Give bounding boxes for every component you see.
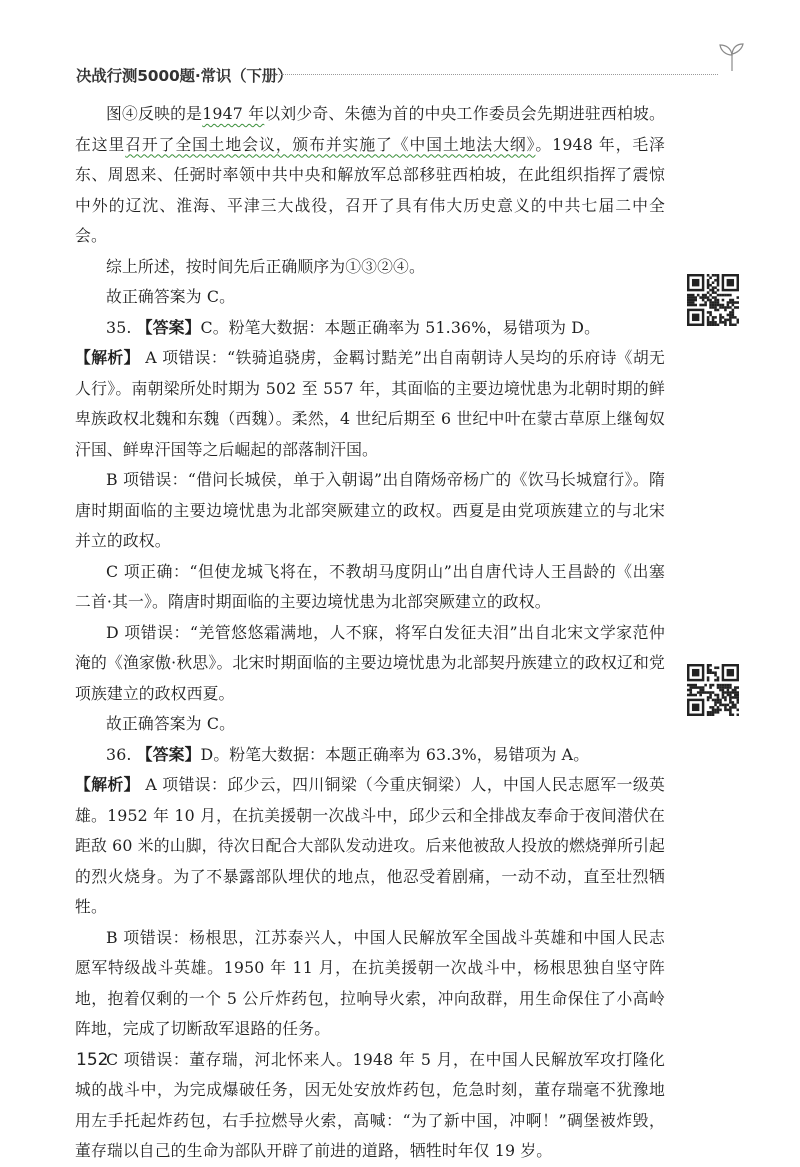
question-36-answer: 36. 【答案】D。粉笔大数据：本题正确率为 63.3%，易错项为 A。 bbox=[106, 744, 590, 764]
question-35-conclusion: 故正确答案为 C。 bbox=[106, 714, 236, 733]
question-35-analysis-b: B 项错误：“借问长城侯，单于入朝谒”出自隋炀帝杨广的《饮马长城窟行》。隋唐时期面临的主要边境忧患为北部突厥建立的政权。西夏是由党项族建立的与北宋并立的政权。 bbox=[75, 470, 665, 550]
header-dotted-rule bbox=[266, 74, 718, 75]
summary-paragraph: 综上所述，按时间先后正确顺序为①③②④。 bbox=[106, 256, 425, 276]
paragraph-west-baipo: 图④反映的是1947 年以刘少奇、朱德为首的中央工作委员会先期进驻西柏坡。在这里召开了全国土地会议，颁布并实施了《中国土地法大纲》。1948 年，毛泽东、周恩来、任弼时率领中共中央和解放军总部移驻西柏坡，在此组织指挥了震惊中外的辽沈、淮海、平津三大战役，召开了具有伟大历史意义的中共七届二中全会。 bbox=[75, 104, 666, 245]
question-36-analysis-b: B 项错误：杨根思，江苏泰兴人，中国人民解放军全国战斗英雄和中国人民志愿军特级战斗英雄。1950 年 11 月，在抗美援朝一次战斗中，杨根思独自坚守阵地，抱着仅剩的一个 5 公斤炸药包，拉响导火索，冲向敌群，用生命保住了小高岭阵地，完成了切断敌军退路的任务。 bbox=[75, 927, 665, 1038]
question-35-analysis-d: D 项错误：“羌管悠悠霜满地，人不寐，将军白发征夫泪”出自北宋文学家范仲淹的《渔家傲·秋思》。北宋时期面临的主要边境忧患为北部契丹族建立的政权辽和党项族建立的政权西夏。 bbox=[75, 622, 665, 703]
qr-code-icon[interactable] bbox=[687, 664, 739, 716]
main-text bbox=[75, 99, 665, 1167]
question-36-analysis-c: C 项错误：董存瑞，河北怀来人。1948 年 5 月，在中国人民解放军攻打隆化城的战斗中，为完成爆破任务，因无处安放炸药包，危急时刻，董存瑞毫不犹豫地用左手托起炸药包，右手拉燃导火索，高喊：“为了新中国，冲啊！”碉堡被炸毁，董存瑞以自己的生命为部队开辟了前进的道路，牺牲时年仅 19 岁。 bbox=[75, 1049, 665, 1160]
answer-line: 故正确答案为 C。 bbox=[106, 287, 236, 306]
qr-code-icon[interactable] bbox=[687, 274, 739, 326]
question-36-analysis-a: 【解析】 A 项错误：邱少云，四川铜梁（今重庆铜梁）人，中国人民志愿军一级英雄。1952 年 10 月，在抗美援朝一次战斗中，邱少云和全排战友奉命于夜间潜伏在距敌 60 米的山脚，待次日配合大部队发动进攻。后来他被敌人投放的燃烧弹所引起的烈火烧身。为了不暴露部队埋伏的地点，他忍受着剧痛，一动不动，直至壮烈牺牲。 bbox=[75, 775, 665, 916]
question-35-answer: 35. 【答案】C。粉笔大数据：本题正确率为 51.36%，易错项为 D。 bbox=[106, 317, 601, 337]
question-35-analysis-c: C 项正确：“但使龙城飞将在，不教胡马度阴山”出自唐代诗人王昌龄的《出塞二首·其一》。隋唐时期面临的主要边境忧患为北部突厥建立的政权。 bbox=[75, 561, 665, 611]
question-35-analysis-a: 【解析】 A 项错误：“铁骑追骁虏，金羁讨黠羌”出自南朝诗人吴均的乐府诗《胡无人行》。南朝梁所处时期为 502 至 557 年，其面临的主要边境忧患为北朝时期的鲜卑族政权北魏和东魏（西魏）。柔然，4 世纪后期至 6 世纪中叶在蒙古草原上继匈奴汗国、鲜卑汗国等之后崛起的部落制汗国。 bbox=[75, 348, 666, 459]
page-number: 152 bbox=[76, 1050, 109, 1070]
sprout-leaf-icon bbox=[718, 42, 746, 72]
book-title: 决战行测5000题·常识（下册） bbox=[76, 67, 293, 85]
running-header bbox=[76, 62, 746, 86]
